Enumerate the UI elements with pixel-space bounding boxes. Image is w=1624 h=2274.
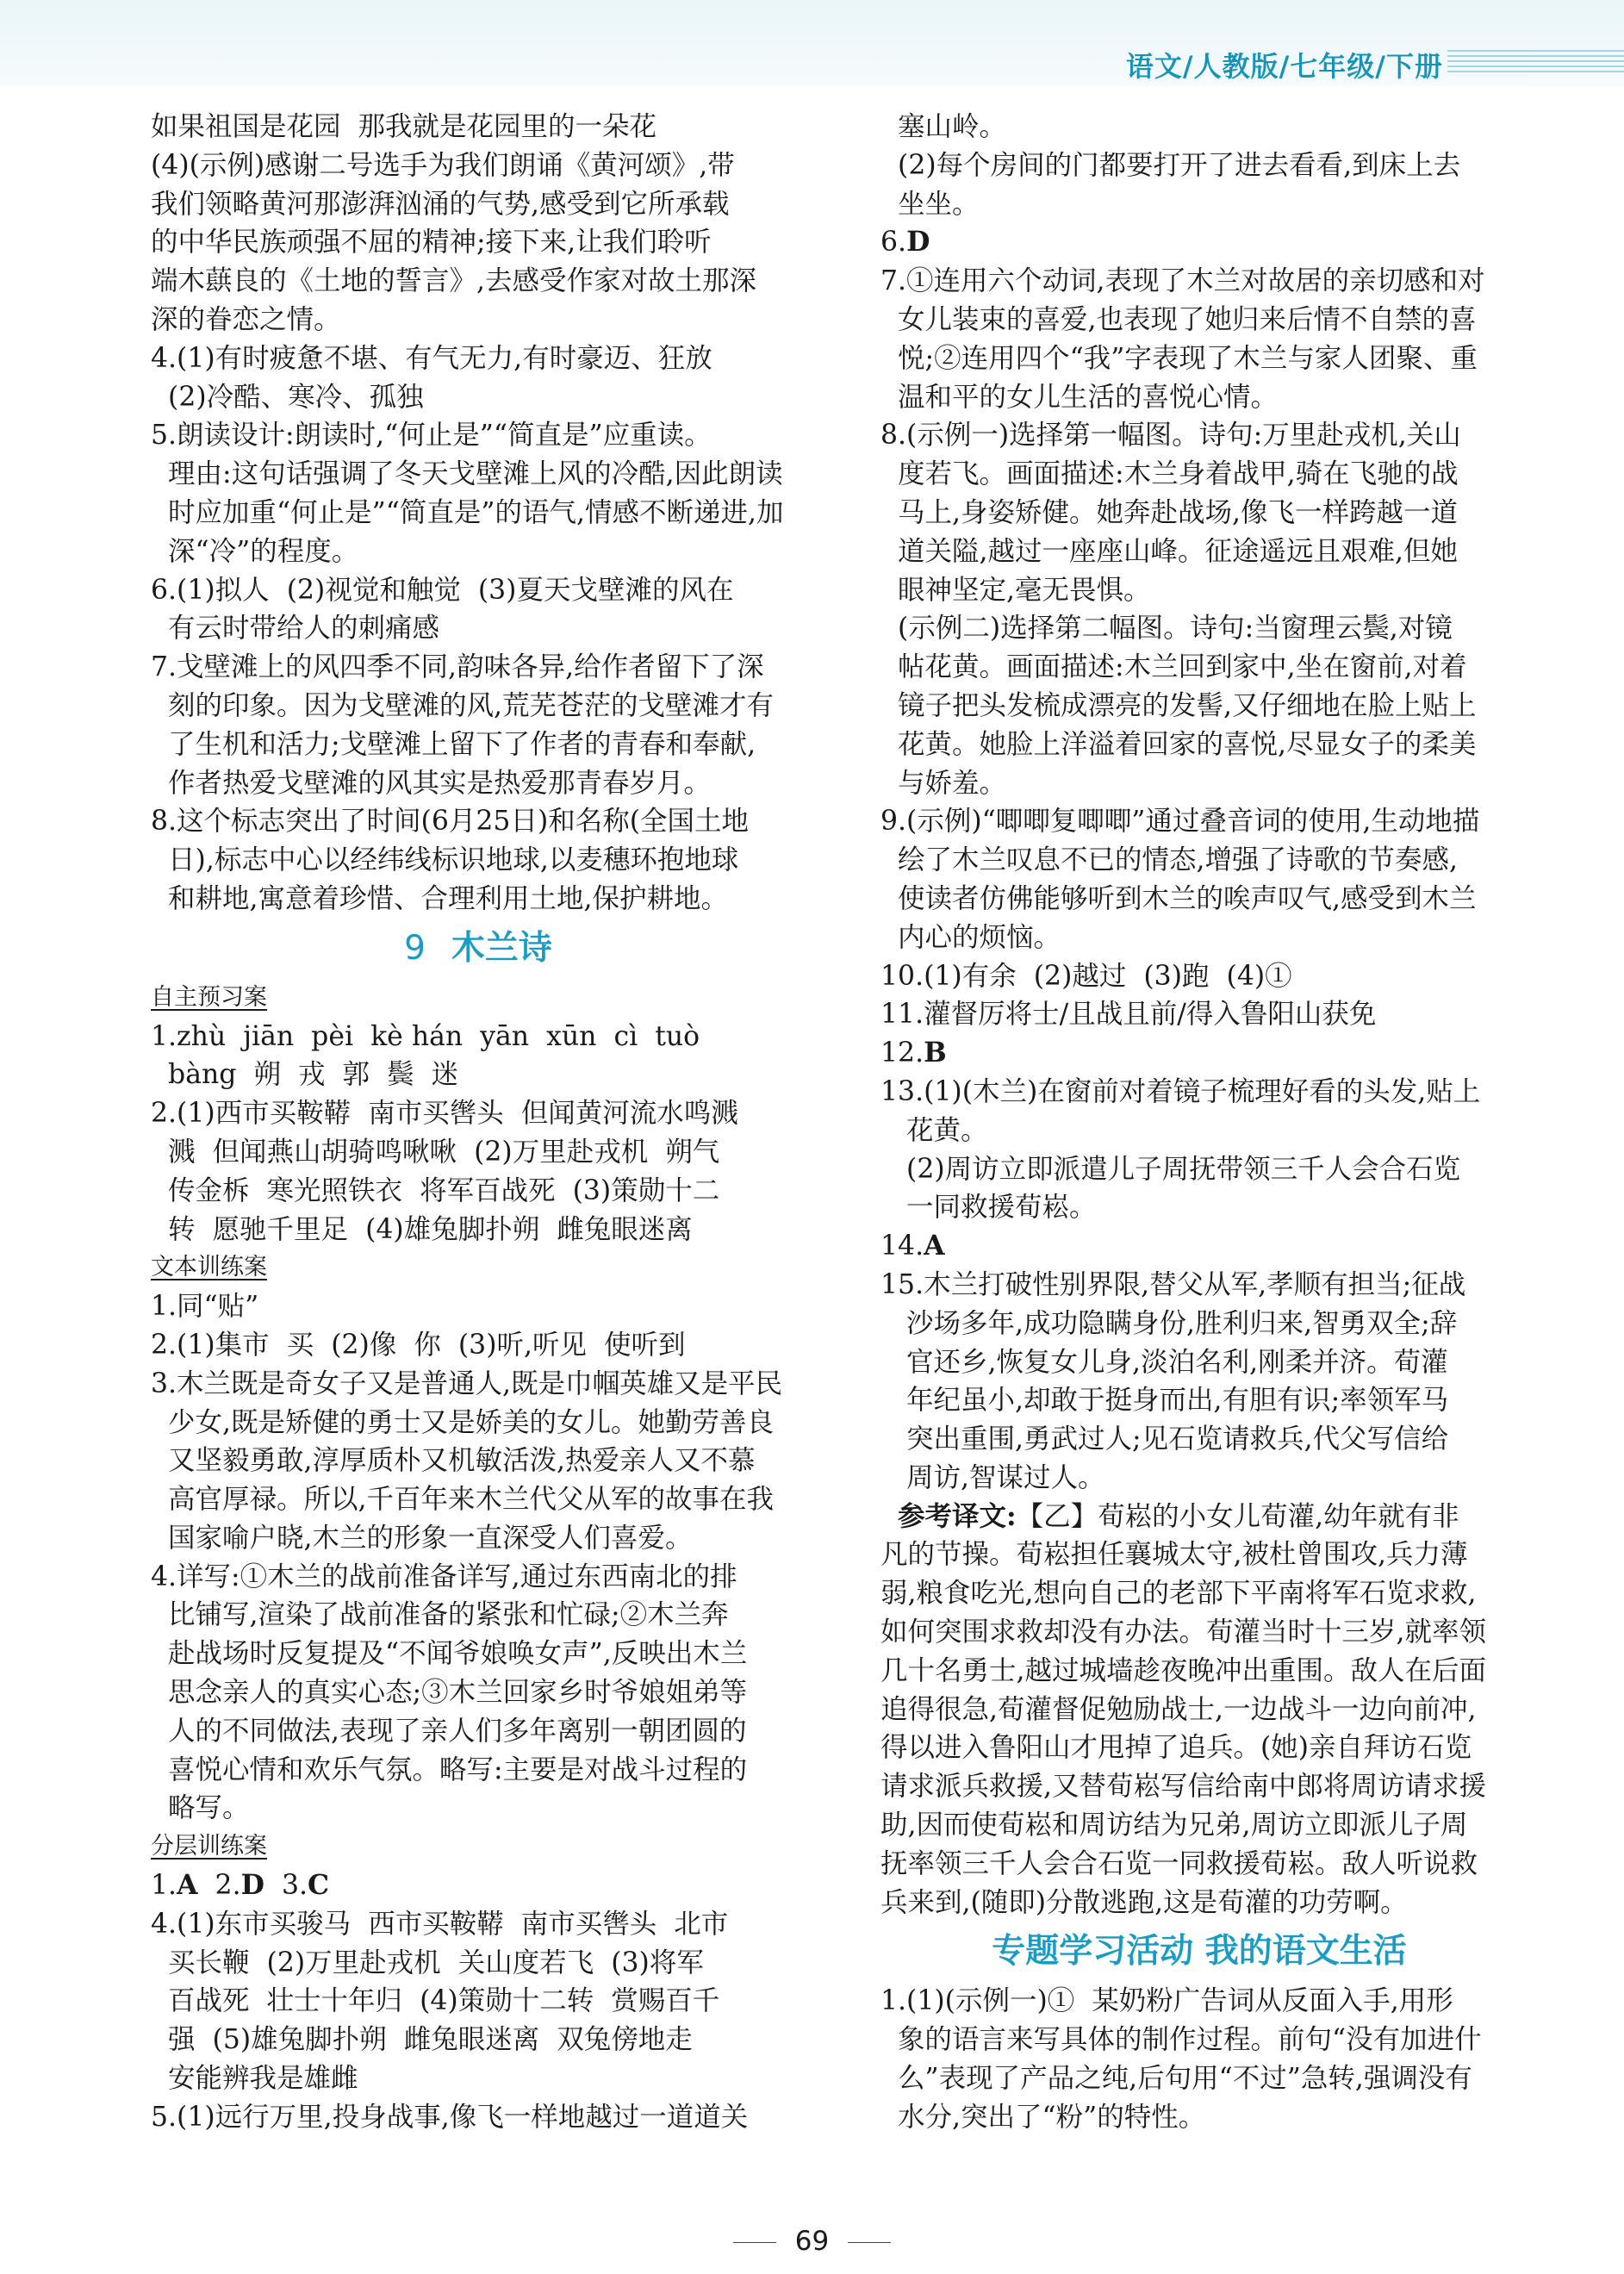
- text-line: 一同救援荀崧。: [880, 1192, 1097, 1224]
- answer-line: [880, 223, 1518, 262]
- text-line: (2)冷酷、寒冷、孤独: [151, 381, 424, 413]
- text-line: 溅 但闻燕山胡骑鸣啾啾 (2)万里赴戎机 朔气: [151, 1136, 720, 1168]
- page-footer: [0, 2226, 1624, 2257]
- text-line: 喜悦心情和欢乐气氛。略写:主要是对战斗过程的: [151, 1754, 748, 1785]
- text-line: 年纪虽小,却敢于挺身而出,有胆有识;率领军马: [880, 1385, 1449, 1417]
- text-line: 得以进入鲁阳山才甩掉了追兵。(她)亲自拜访石览: [880, 1732, 1472, 1764]
- text-line: 4.(1)东市买骏马 西市买鞍鞯 南市买辔头 北市: [151, 1908, 729, 1940]
- text-line: 马上,身姿矫健。她奔赴战场,像飞一样跨越一道: [880, 496, 1459, 528]
- text-line: 塞山岭。: [880, 111, 1007, 142]
- text-line: 日),标志中心以经纬线标识地球,以麦穗环抱地球: [151, 844, 739, 876]
- text-line: 1.(1)(示例一)① 某奶粉广告词从反面入手,用形: [880, 1985, 1453, 2017]
- text-line: 思念亲人的真实心态;③木兰回家乡时爷娘姐弟等: [151, 1677, 748, 1709]
- text-line: 8.(示例一)选择第一幅图。诗句:万里赴戎机,关山: [880, 420, 1461, 452]
- text-line: 5.(1)远行万里,投身战事,像飞一样地越过一道道关: [151, 2101, 749, 2133]
- header-stripes: [1447, 50, 1624, 72]
- text-line: 追得很急,荀灌督促勉励战士,一边战斗一边向前冲,: [880, 1693, 1477, 1725]
- text-line: 花黄。她脸上洋溢着回家的喜悦,尽显女子的柔美: [880, 728, 1477, 760]
- footer-dash-right: [848, 2242, 891, 2243]
- answer-text: [880, 1501, 898, 1532]
- text-line: 6.(1)拟人 (2)视觉和触觉 (3)夏天戈壁滩的风在: [151, 574, 734, 606]
- text-line: 高官厚禄。所以,千百年来木兰代父从军的故事在我: [151, 1484, 775, 1516]
- text-line: 周访,智谋过人。: [880, 1461, 1105, 1493]
- text-line: 比铺写,渲染了战前准备的紧张和忙碌;②木兰奔: [151, 1599, 729, 1631]
- text-line: 凡的节操。荀崧担任襄城太守,被杜曾围攻,兵力薄: [880, 1539, 1468, 1571]
- text-line: 理由:这句话强调了冬天戈壁滩上风的冷酷,因此朗读: [151, 458, 783, 490]
- text-line: 15.木兰打破性别界限,替父从军,孝顺有担当;征战: [880, 1268, 1466, 1300]
- text-line: 官还乡,恢复女儿身,淡泊名利,刚柔并济。荀灌: [880, 1346, 1448, 1378]
- text-line: 如果祖国是花园 那我就是花园里的一朵花: [151, 111, 657, 142]
- text-line: 2.(1)集市 买 (2)像 你 (3)听,听见 使听到: [151, 1329, 686, 1361]
- answer-line: [880, 1034, 1518, 1073]
- text-line: 度若飞。画面描述:木兰身着战甲,骑在飞驰的战: [880, 458, 1459, 490]
- answer-line: [151, 1866, 806, 1905]
- section-title-text: 木兰诗: [451, 928, 552, 968]
- answer-text: 14.: [880, 1230, 924, 1262]
- answer-text: 1.: [151, 1870, 177, 1902]
- text-line: 8.这个标志突出了时间(6月25日)和名称(全国土地: [151, 806, 750, 838]
- answer-line: [880, 1498, 1518, 1536]
- left-column: [151, 108, 806, 2137]
- text-line: 花黄。: [880, 1114, 988, 1146]
- text-line: 象的语言来写具体的制作过程。前句“没有加进什: [880, 2024, 1482, 2056]
- page-number: 69: [794, 2226, 830, 2257]
- answer-text: 12.: [880, 1037, 924, 1069]
- text-line: 10.(1)有余 (2)越过 (3)跑 (4)①: [880, 960, 1292, 992]
- text-line: 了生机和活力;戈壁滩上留下了作者的青春和奉献,: [151, 728, 756, 760]
- text-line: 人的不同做法,表现了亲人们多年离别一朝团圆的: [151, 1715, 747, 1747]
- text-line: 9.(示例)“唧唧复唧唧”通过叠音词的使用,生动地描: [880, 806, 1480, 838]
- text-line: 绘了木兰叹息不已的情态,增强了诗歌的节奏感,: [880, 844, 1459, 876]
- subsection-heading: 自主预习案: [151, 983, 267, 1011]
- text-line: 作者热爱戈壁滩的风其实是热爱那青春岁月。: [151, 767, 712, 799]
- answer-choice: B: [924, 1037, 947, 1069]
- section-title: [880, 1922, 1518, 1982]
- text-line: (示例二)选择第二幅图。诗句:当窗理云鬓,对镜: [880, 613, 1453, 645]
- text-line: 赴战场时反复提及“不闻爷娘唤女声”,反映出木兰: [151, 1638, 748, 1670]
- answer-text: 3.: [264, 1870, 308, 1902]
- answer-line: [880, 1227, 1518, 1266]
- text-line: 请求派兵救援,又替荀崧写信给南中郎将周访请求援: [880, 1771, 1487, 1803]
- subsection-heading: 文本训练案: [151, 1254, 267, 1281]
- text-line: 5.朗读设计:朗读时,“何止是”“简直是”应重读。: [151, 420, 712, 452]
- section-title: [151, 919, 806, 979]
- text-line: (4)(示例)感谢二号选手为我们朗诵《黄河颂》,带: [151, 149, 735, 181]
- text-line: 深的眷恋之情。: [151, 303, 341, 335]
- text-line: bàng 朔 戎 郭 鬓 迷: [151, 1059, 459, 1091]
- text-line: 7.戈壁滩上的风四季不同,韵味各异,给作者留下了深: [151, 651, 764, 683]
- text-line: 4.详写:①木兰的战前准备详写,通过东西南北的排: [151, 1561, 737, 1592]
- text-line: 传金柝 寒光照铁衣 将军百战死 (3)策勋十二: [151, 1174, 720, 1206]
- text-line: 弱,粮食吃光,想向自己的老部下平南将军石览求救,: [880, 1578, 1477, 1610]
- text-line: 与娇羞。: [880, 767, 1007, 799]
- text-line: 帖花黄。画面描述:木兰回到家中,坐在窗前,对着: [880, 651, 1467, 683]
- text-line: 的中华民族顽强不屈的精神;接下来,让我们聆听: [151, 227, 712, 259]
- text-line: 女儿装束的喜爱,也表现了她归来后情不自禁的喜: [880, 303, 1477, 335]
- text-line: 3.木兰既是奇女子又是普通人,既是巾帼英雄又是平民: [151, 1368, 783, 1399]
- text-line: 坐坐。: [880, 188, 980, 220]
- text-line: 深“冷”的程度。: [151, 535, 359, 567]
- text-line: 兵来到,(随即)分散逃跑,这是荀灌的功劳啊。: [880, 1886, 1408, 1918]
- text-line: 1.同“贴”: [151, 1291, 259, 1323]
- text-line: 么”表现了产品之纯,后句用“不过”急转,强调没有: [880, 2063, 1472, 2095]
- answer-text: 2.: [197, 1870, 241, 1902]
- header-title: 语文/人教版/七年级/下册: [1125, 50, 1443, 83]
- text-line: 13.(1)(木兰)在窗前对着镜子梳理好看的头发,贴上: [880, 1075, 1481, 1107]
- text-line: 买长鞭 (2)万里赴戎机 关山度若飞 (3)将军: [151, 1947, 704, 1978]
- lesson-number: 9: [404, 928, 426, 968]
- text-line: 温和平的女儿生活的喜悦心情。: [880, 381, 1279, 413]
- text-line: 少女,既是矫健的勇士又是娇美的女儿。她勤劳善良: [151, 1406, 775, 1438]
- text-line: 7.①连用六个动词,表现了木兰对故居的亲切感和对: [880, 265, 1485, 297]
- text-line: 突出重围,勇武过人;见石览请救兵,代父写信给: [880, 1424, 1449, 1455]
- text-line: 4.(1)有时疲惫不堪、有气无力,有时豪迈、狂放: [151, 342, 712, 374]
- answer-choice: D: [240, 1869, 264, 1902]
- right-column: [880, 108, 1518, 2137]
- footer-dash-left: [733, 2242, 776, 2243]
- answer-choice: D: [906, 226, 930, 259]
- text-line: 略写。: [151, 1792, 250, 1824]
- text-line: 内心的烦恼。: [880, 921, 1061, 953]
- text-line: 水分,突出了“粉”的特性。: [880, 2101, 1206, 2133]
- text-line: 2.(1)西市买鞍鞯 南市买辔头 但闻黄河流水鸣溅: [151, 1098, 738, 1130]
- text-line: 安能辨我是雄雌: [151, 2063, 358, 2095]
- text-line: 眼神坚定,毫无畏惧。: [880, 574, 1151, 606]
- text-line: 时应加重“何止是”“简直是”的语气,情感不断递进,加: [151, 496, 784, 528]
- text-line: 我们领略黄河那澎湃汹涌的气势,感受到它所承载: [151, 188, 730, 220]
- answer-choice: A: [924, 1230, 945, 1262]
- text-line: (2)周访立即派遣儿子周抚带领三千人会合石览: [880, 1153, 1461, 1185]
- text-line: 沙场多年,成功隐瞒身份,胜利归来,智勇双全;辞: [880, 1307, 1458, 1339]
- text-line: 道关隘,越过一座座山峰。征途遥远且艰难,但她: [880, 535, 1459, 567]
- text-line: 镜子把头发梳成漂亮的发髻,又仔细地在脸上贴上: [880, 689, 1477, 721]
- text-line: 助,因而使荀崧和周访结为兄弟,周访立即派儿子周: [880, 1810, 1468, 1841]
- text-line: (2)每个房间的门都要打开了进去看看,到床上去: [880, 149, 1461, 181]
- text-line: 悦;②连用四个“我”字表现了木兰与家人团聚、重: [880, 342, 1478, 374]
- text-line: 有云时带给人的刺痛感: [151, 613, 440, 645]
- answer-text: 【乙】荀崧的小女儿荀灌,幼年就有非: [1016, 1500, 1459, 1532]
- text-line: 如何突围求救却没有办法。荀灌当时十三岁,就率领: [880, 1617, 1487, 1648]
- text-line: 强 (5)雄兔脚扑朔 雌兔眼迷离 双兔傍地走: [151, 2024, 693, 2056]
- text-line: 11.灌督厉将士/且战且前/得入鲁阳山获免: [880, 999, 1377, 1031]
- section-title-text: 专题学习活动 我的语文生活: [992, 1932, 1407, 1972]
- text-line: 几十名勇士,越过城墙趁夜晚冲出重围。敌人在后面: [880, 1654, 1487, 1686]
- text-line: 又坚毅勇敢,淳厚质朴又机敏活泼,热爱亲人又不慕: [151, 1445, 756, 1477]
- text-line: 百战死 壮士十年归 (4)策勋十二转 赏赐百千: [151, 1985, 720, 2017]
- answer-choice: 参考译文:: [898, 1499, 1017, 1532]
- text-line: 1.zhù jiān pèi kè hán yān xūn cì tuò: [151, 1020, 700, 1052]
- text-line: 刻的印象。因为戈壁滩的风,荒芜苍茫的戈壁滩才有: [151, 689, 775, 721]
- answer-choice: A: [177, 1869, 198, 1902]
- answer-choice: C: [308, 1869, 330, 1902]
- answer-text: 6.: [880, 227, 907, 259]
- text-line: 国家喻户晓,木兰的形象一直深受人们喜爱。: [151, 1522, 693, 1554]
- text-line: 转 愿驰千里足 (4)雄兔脚扑朔 雌兔眼迷离: [151, 1213, 693, 1245]
- text-line: 使读者仿佛能够听到木兰的唉声叹气,感受到木兰: [880, 882, 1477, 914]
- text-line: 和耕地,寓意着珍惜、合理利用土地,保护耕地。: [151, 882, 729, 914]
- text-line: 端木蕻良的《土地的誓言》,去感受作家对故土那深: [151, 265, 757, 297]
- subsection-heading: 分层训练案: [151, 1833, 267, 1860]
- text-line: 抚率领三千人会合石览一同救援荀崧。敌人听说救: [880, 1847, 1478, 1879]
